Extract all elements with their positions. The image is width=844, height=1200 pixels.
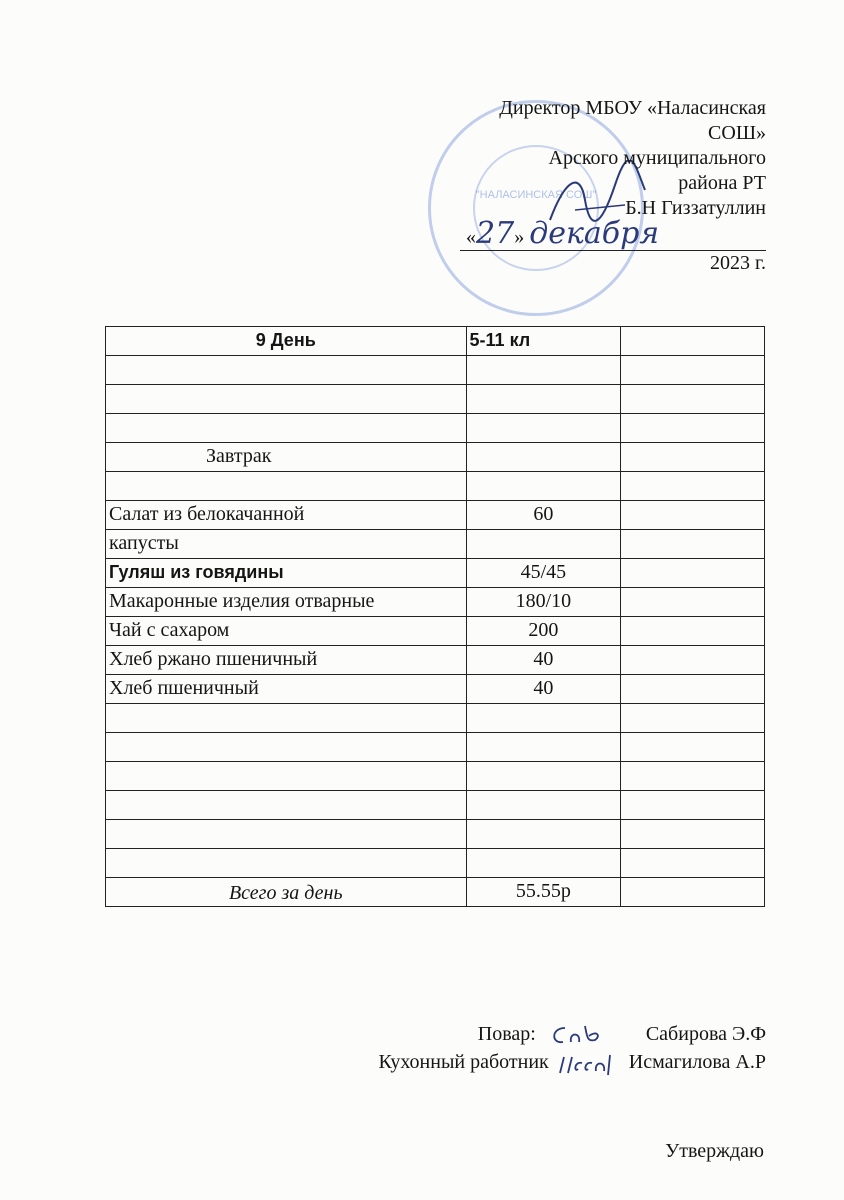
item-amount: 40 — [466, 675, 621, 704]
item-name: Гуляш из говядины — [106, 559, 467, 588]
kitchen-row — [378, 1048, 766, 1076]
date-close-quote: » — [514, 226, 525, 248]
menu-table — [105, 326, 765, 907]
table-row — [106, 617, 765, 646]
item-name: Макаронные изделия отварные — [106, 588, 467, 617]
total-value: 55.55р — [466, 878, 621, 907]
item-name: Чай с сахаром — [106, 617, 467, 646]
cook-name: Сабирова Э.Ф — [645, 1023, 766, 1045]
approval-line-4: района РТ — [678, 172, 766, 194]
date-day: 27 — [476, 216, 515, 251]
table-row — [106, 530, 765, 559]
approval-line-1: Директор МБОУ «Наласинская — [499, 97, 766, 119]
item-name: Салат из белокачанной — [106, 501, 467, 530]
table-row — [106, 472, 765, 501]
date-underline — [460, 216, 766, 251]
date-month: декабря — [529, 216, 660, 251]
table-row — [106, 588, 765, 617]
table-row — [106, 791, 765, 820]
item-amount: 200 — [466, 617, 621, 646]
item-name: капусты — [106, 530, 467, 559]
table-row — [106, 762, 765, 791]
approval-line-2: СОШ» — [708, 122, 766, 144]
header-grade: 5-11 кл — [466, 327, 621, 356]
table-total-row — [106, 878, 765, 907]
table-row — [106, 385, 765, 414]
table-row — [106, 820, 765, 849]
table-row — [106, 414, 765, 443]
approval-year: 2023 г. — [710, 252, 766, 274]
item-amount — [466, 530, 621, 559]
item-amount: 180/10 — [466, 588, 621, 617]
table-row — [106, 704, 765, 733]
table-row — [106, 733, 765, 762]
item-amount: 40 — [466, 646, 621, 675]
item-amount: 60 — [466, 501, 621, 530]
header-day: 9 День — [106, 327, 467, 356]
total-label: Всего за день — [106, 878, 467, 907]
approval-line-3: Арского муниципального — [548, 147, 766, 169]
kitchen-label: Кухонный работник — [378, 1051, 549, 1074]
kitchen-signature — [554, 1051, 624, 1077]
item-name: Хлеб пшеничный — [106, 675, 467, 704]
header-extra — [621, 327, 765, 356]
item-name: Хлеб ржано пшеничный — [106, 646, 467, 675]
table-row-meal-title — [106, 443, 765, 472]
table-row — [106, 356, 765, 385]
table-row — [106, 849, 765, 878]
table-row — [106, 559, 765, 588]
table-header-row — [106, 327, 765, 356]
table-row — [106, 501, 765, 530]
staff-block — [378, 1020, 766, 1077]
date-open-quote: « — [466, 226, 476, 248]
approve-text: Утверждаю — [665, 1140, 764, 1162]
item-amount: 45/45 — [466, 559, 621, 588]
cook-signature — [541, 1022, 641, 1048]
table-row — [106, 675, 765, 704]
approval-line-5: Б.Н Гиззатуллин — [625, 197, 766, 219]
stamp-text: "НАЛАСИНСКАЯ СОШ" — [475, 189, 597, 201]
approval-date — [436, 216, 766, 251]
table-row — [106, 646, 765, 675]
cook-label: Повар: — [477, 1023, 536, 1045]
approval-block — [436, 96, 766, 276]
meal-title: Завтрак — [106, 443, 467, 472]
cook-row — [378, 1020, 766, 1048]
kitchen-name: Исмагилова А.Р — [628, 1051, 766, 1074]
